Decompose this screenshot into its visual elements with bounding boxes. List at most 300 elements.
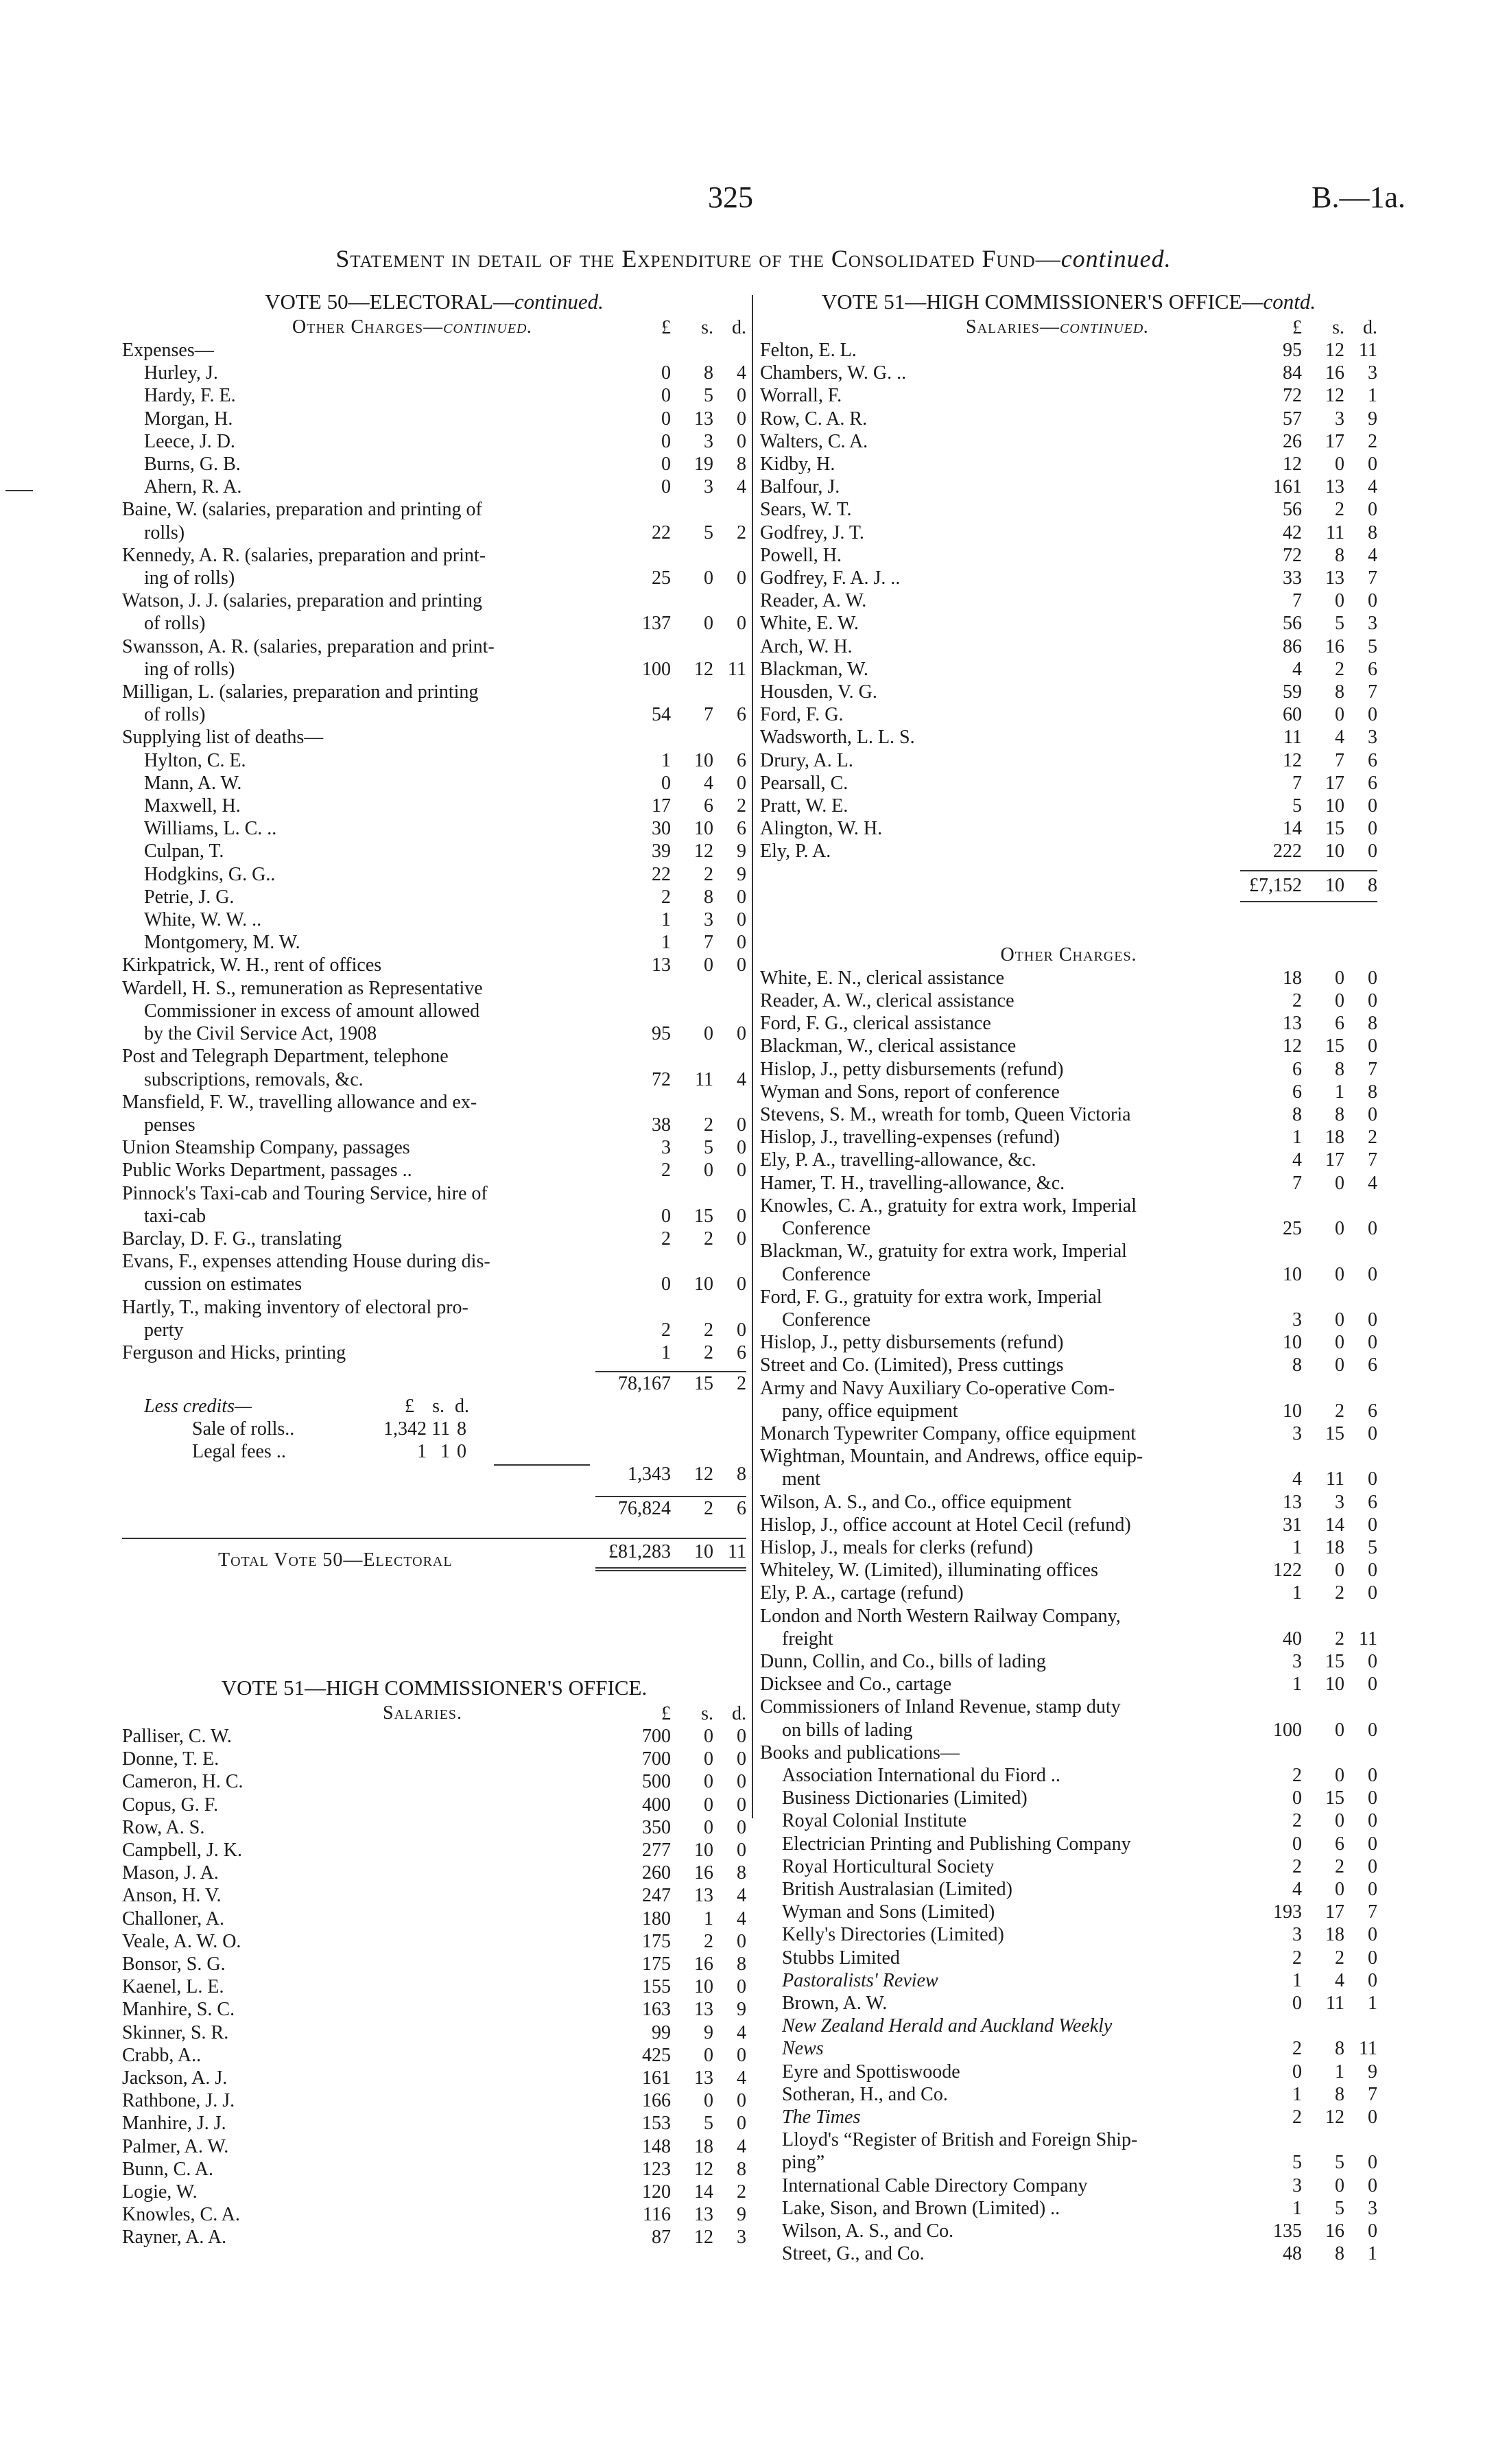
amount-pence: 9 (737, 841, 746, 863)
entry-name: Knowles, C. A. (122, 2204, 240, 2226)
vote50-heading: VOTE 50—ELECTORAL—continued. (265, 290, 604, 314)
entry-name: Challoner, A. (122, 1908, 224, 1929)
credit-sale-of-rolls: Sale of rolls.. 1,342 11 8 (192, 1418, 466, 1440)
amount-pence: 8 (1368, 1081, 1377, 1103)
entry-text: Wardell, H. S., remuneration as Representative (122, 977, 483, 999)
amount-pence: 0 (737, 1748, 746, 1770)
other-charges-heading-right: Other Charges. (1000, 943, 1137, 965)
amount-pence: 0 (737, 385, 746, 407)
amount-shillings: 2 (1335, 1947, 1344, 1969)
ledger-row (760, 476, 1377, 498)
ledger-row (760, 749, 1377, 772)
ledger-row (122, 2067, 746, 2089)
entry-name: Electrician Printing and Publishing Company (782, 1833, 1131, 1855)
ledger-row (760, 681, 1377, 703)
entry-name: Row, A. S. (122, 1816, 205, 1838)
amount-pence: 6 (737, 1341, 746, 1363)
amount-shillings: 12 (694, 2158, 713, 2180)
ledger-row (122, 1341, 746, 1364)
entry-text: Commissioner in excess of amount allowed (144, 1000, 480, 1022)
ledger-row (760, 1855, 1377, 1878)
amount-pounds: 0 (1292, 1833, 1302, 1855)
entry-name: The Times (782, 2107, 861, 2128)
ledger-row (122, 886, 746, 908)
amount-pence: 0 (737, 1976, 746, 1998)
amount-shillings: 17 (1325, 772, 1344, 794)
amount-pounds: 175 (642, 1953, 671, 1975)
amount-pounds: 1 (1292, 2083, 1302, 2105)
amount-pounds: 0 (661, 408, 671, 430)
amount-shillings: 0 (1335, 1560, 1344, 1582)
amount-pence: 0 (737, 567, 746, 589)
ledger-row (122, 977, 746, 1000)
amount-pounds: 56 (1283, 613, 1302, 635)
amount-shillings: 11 (1326, 521, 1344, 543)
amount-pounds: 48 (1283, 2243, 1302, 2265)
amount-shillings: 8 (704, 886, 713, 908)
amount-pounds: 0 (661, 1205, 671, 1227)
amount-pence: 0 (1368, 2152, 1377, 2174)
amount-pounds: 42 (1283, 521, 1302, 543)
amount-pence: 0 (1368, 1674, 1377, 1696)
amount-pounds: 31 (1283, 1514, 1302, 1536)
column-divider (752, 295, 753, 1818)
entry-name: Bunn, C. A. (122, 2158, 214, 2180)
entry-name: Brown, A. W. (782, 1993, 888, 2014)
entry-text: Commissioners of Inland Revenue, stamp duty (760, 1696, 1121, 1718)
amount-pence: 7 (1368, 681, 1377, 703)
amount-shillings: 0 (704, 1771, 713, 1793)
ledger-row (122, 2158, 746, 2181)
entry-name: Association International du Fiord .. (782, 1764, 1060, 1786)
amount-shillings: 12 (694, 658, 713, 680)
amount-pence: 4 (737, 362, 746, 384)
ledger-row (760, 2220, 1377, 2242)
amount-pounds: 1 (661, 749, 671, 771)
amount-pence: 0 (1368, 990, 1377, 1012)
ledger-row (122, 1816, 746, 1839)
amount-pounds: 180 (642, 1908, 671, 1929)
amount-pounds: 10 (1283, 1263, 1302, 1285)
page-number: 325 (708, 180, 753, 214)
amount-pounds: 3 (1292, 1650, 1302, 1672)
amount-pounds: 2 (661, 886, 671, 908)
amount-pounds: 222 (1273, 841, 1302, 863)
entry-text: taxi-cab (144, 1205, 206, 1227)
ledger-row-continuation (122, 1114, 746, 1136)
entry-name: Wyman and Sons (Limited) (782, 1901, 995, 1923)
entry-name: Royal Horticultural Society (782, 1855, 995, 1877)
entry-text: Dunn, Collin, and Co., bills of lading (760, 1650, 1046, 1672)
ledger-row (122, 384, 746, 407)
entry-name: Veale, A. W. O. (122, 1930, 241, 1952)
amount-pounds: 350 (642, 1816, 671, 1838)
amount-pence: 0 (737, 408, 746, 430)
amount-pence: 8 (737, 1953, 746, 1975)
amount-pounds: 2 (1292, 2107, 1302, 2128)
amount-pence: 9 (737, 1999, 746, 2021)
amount-pounds: 155 (642, 1976, 671, 1998)
amount-shillings: 17 (1325, 1149, 1344, 1171)
ledger-row (760, 967, 1377, 989)
amount-pounds: 175 (642, 1930, 671, 1952)
entry-text: Army and Navy Auxiliary Co-operative Com- (760, 1377, 1115, 1399)
ledger-row (760, 1947, 1377, 1969)
ledger-row-continuation (122, 1068, 746, 1091)
ledger-row (122, 408, 746, 430)
amount-pence: 2 (737, 2181, 746, 2203)
amount-shillings: 14 (1325, 1514, 1344, 1536)
amount-shillings: 6 (704, 795, 713, 817)
ledger-row (122, 2226, 746, 2249)
amount-pounds: 60 (1283, 704, 1302, 726)
amount-pounds: 13 (1283, 1491, 1302, 1513)
amount-pence: 4 (1368, 1172, 1377, 1194)
ledger-row (122, 2021, 746, 2044)
ledger-row (760, 658, 1377, 681)
amount-pence: 0 (737, 1205, 746, 1227)
amount-shillings: 13 (694, 1999, 713, 2021)
entry-name: Housden, V. G. (760, 681, 877, 703)
amount-pence: 0 (1368, 1218, 1377, 1240)
entry-text: Evans, F., expenses attending House during dis- (122, 1251, 490, 1273)
amount-shillings: 0 (704, 954, 713, 976)
amount-shillings: 2 (1335, 1582, 1344, 1604)
amount-pounds: 1 (1292, 1969, 1302, 1991)
amount-pence: 11 (1359, 340, 1377, 361)
amount-shillings: 2 (704, 1319, 713, 1341)
amount-pence: 0 (737, 2090, 746, 2112)
entry-text: Hislop, J., petty disbursements (refund) (760, 1058, 1064, 1080)
ledger-row (760, 1833, 1377, 1855)
amount-pence: 0 (737, 1319, 746, 1341)
ledger-row (760, 1103, 1377, 1126)
amount-shillings: 8 (1335, 2083, 1344, 2105)
ledger-row (760, 1149, 1377, 1171)
entry-text: Hislop, J., office account at Hotel Cecil (refund) (760, 1514, 1131, 1536)
amount-pounds: 1 (1292, 1127, 1302, 1149)
ledger-row (760, 1673, 1377, 1696)
amount-shillings: 10 (694, 818, 713, 840)
amount-pence: 0 (1368, 2174, 1377, 2196)
entry-name: Ford, F. G. (760, 704, 844, 726)
entry-text: Wilson, A. S., and Co., office equipment (760, 1491, 1072, 1513)
amount-pounds: 33 (1283, 567, 1302, 589)
ledger-row (760, 1559, 1377, 1582)
entry-text: Kirkpatrick, W. H., rent of offices (122, 954, 382, 976)
amount-pounds: 17 (652, 795, 671, 817)
entry-name: Business Dictionaries (Limited) (782, 1787, 1028, 1809)
amount-pounds: 247 (642, 1885, 671, 1907)
ledger-row (122, 1136, 746, 1159)
amount-pence: 4 (1368, 476, 1377, 498)
ledger-row-continuation (122, 703, 746, 726)
amount-pounds: 39 (652, 841, 671, 863)
amount-pounds: 40 (1283, 1628, 1302, 1650)
amount-shillings: 15 (1325, 1650, 1344, 1672)
amount-pence: 0 (737, 772, 746, 794)
ledger-row (760, 1901, 1377, 1923)
amount-pounds: 25 (1283, 1218, 1302, 1240)
amount-shillings: 0 (704, 1023, 713, 1045)
ledger-row-continuation (760, 1217, 1377, 1240)
entry-text: Lloyd's “Register of British and Foreign Ship- (782, 2129, 1138, 2151)
amount-pence: 8 (1368, 1013, 1377, 1035)
amount-pounds: 0 (661, 362, 671, 384)
ledger-row (122, 2203, 746, 2226)
entry-name: Pearsall, C. (760, 772, 849, 794)
amount-pence: 0 (1368, 1719, 1377, 1741)
amount-shillings: 5 (704, 521, 713, 543)
amount-pounds: 5 (1292, 795, 1302, 817)
ledger-row (760, 989, 1377, 1012)
ledger-row-continuation (760, 1628, 1377, 1650)
amount-pence: 0 (1368, 818, 1377, 840)
amount-pence: 2 (1368, 430, 1377, 452)
entry-text: cussion on estimates (144, 1274, 302, 1295)
ledger-row (760, 1331, 1377, 1354)
entry-text: Knowles, C. A., gratuity for extra work, Imperial (760, 1195, 1137, 1217)
deaths-label: Supplying list of deaths— (122, 727, 324, 749)
entry-name: Jackson, A. J. (122, 2067, 228, 2089)
entry-text: Milligan, L. (salaries, preparation and printing (122, 681, 479, 703)
amount-pence: 0 (1368, 1878, 1377, 1900)
amount-shillings: 17 (1325, 1901, 1344, 1923)
amount-shillings: 7 (1335, 749, 1344, 771)
amount-shillings: 0 (704, 1794, 713, 1816)
amount-pence: 8 (737, 2158, 746, 2180)
amount-pounds: 3 (1292, 2174, 1302, 2196)
amount-pence: 0 (1368, 1422, 1377, 1444)
ledger-row (760, 384, 1377, 407)
amount-pence: 3 (1368, 2197, 1377, 2219)
amount-shillings: 11 (1326, 1993, 1344, 2014)
ledger-row (760, 498, 1377, 521)
document-reference: B.—1a. (1312, 180, 1405, 214)
entry-text: Baine, W. (salaries, preparation and printing of (122, 499, 482, 521)
ledger-row (122, 954, 746, 976)
entry-text: freight (782, 1628, 833, 1650)
entry-name: Logie, W. (122, 2181, 198, 2203)
entry-name: Palliser, C. W. (122, 1725, 232, 1747)
amount-pounds: 0 (661, 772, 671, 794)
amount-shillings: 12 (1325, 385, 1344, 407)
entry-name: Montgomery, M. W. (144, 932, 300, 954)
amount-pounds: 0 (661, 385, 671, 407)
entry-text: Monarch Typewriter Company, office equipment (760, 1422, 1137, 1444)
amount-shillings: 1 (704, 1908, 713, 1929)
amount-pence: 1 (1368, 385, 1377, 407)
entry-text: Ferguson and Hicks, printing (122, 1341, 346, 1363)
amount-pence: 6 (1368, 772, 1377, 794)
amount-shillings: 5 (1335, 2152, 1344, 2174)
entry-text: Wyman and Sons, report of conference (760, 1081, 1060, 1103)
amount-shillings: 10 (694, 749, 713, 771)
ledger-row (122, 2089, 746, 2112)
amount-pounds: 0 (1292, 1787, 1302, 1809)
ledger-row (760, 1240, 1377, 1263)
entry-text: News (782, 2038, 824, 2060)
amount-shillings: 2 (704, 1341, 713, 1363)
ledger-row-continuation (760, 2151, 1377, 2174)
ledger-row (760, 1878, 1377, 1901)
amount-pence: 0 (1368, 1309, 1377, 1330)
right-salaries-total: £7,152 10 8 (1240, 870, 1377, 897)
amount-pounds: 11 (1283, 727, 1302, 749)
entry-name: Reader, A. W. (760, 590, 867, 612)
amount-pence: 0 (1368, 2220, 1377, 2242)
amount-pounds: 3 (1292, 1309, 1302, 1330)
amount-shillings: 16 (694, 1953, 713, 1975)
amount-shillings: 12 (694, 2227, 713, 2249)
entry-name: Street, G., and Co. (782, 2243, 925, 2265)
ledger-row (122, 795, 746, 817)
amount-shillings: 0 (704, 2090, 713, 2112)
amount-pounds: 700 (642, 1725, 671, 1747)
amount-pence: 0 (1368, 1764, 1377, 1786)
amount-pence: 0 (1368, 1810, 1377, 1832)
amount-shillings: 0 (704, 1748, 713, 1770)
entry-name: Sotheran, H., and Co. (782, 2083, 948, 2105)
ledger-row (760, 1422, 1377, 1445)
amount-pounds: 4 (1292, 1468, 1302, 1490)
amount-pence: 2 (737, 795, 746, 817)
amount-pence: 2 (1368, 1127, 1377, 1149)
entry-text: Kennedy, A. R. (salaries, preparation and print- (122, 544, 486, 566)
entry-text: Stevens, S. M., wreath for tomb, Queen Victoria (760, 1104, 1131, 1126)
entry-text: penses (144, 1114, 195, 1136)
ledger-row (122, 749, 746, 772)
amount-shillings: 4 (1335, 727, 1344, 749)
amount-shillings: 10 (1325, 1674, 1344, 1696)
ledger-row (760, 1195, 1377, 1217)
entry-text: on bills of lading (782, 1719, 913, 1741)
ledger-row (122, 2112, 746, 2135)
amount-shillings: 15 (694, 1205, 713, 1227)
amount-pounds: 0 (661, 454, 671, 476)
ledger-row (760, 1012, 1377, 1035)
ledger-row (122, 863, 746, 886)
amount-shillings: 13 (1325, 476, 1344, 498)
entry-name: Kelly's Directories (Limited) (782, 1924, 1004, 1946)
amount-shillings: 18 (1325, 1536, 1344, 1558)
entry-name: Stubbs Limited (782, 1947, 900, 1969)
ledger-row (760, 1354, 1377, 1376)
amount-pence: 0 (1368, 1263, 1377, 1285)
entry-name: Williams, L. C. .. (144, 818, 277, 840)
entry-name: Cameron, H. C. (122, 1771, 244, 1793)
amount-shillings: 0 (704, 1816, 713, 1838)
amount-pounds: 100 (1273, 1719, 1302, 1741)
entry-name: Sears, W. T. (760, 499, 852, 521)
amount-pounds: 30 (652, 818, 671, 840)
ledger-row (760, 2015, 1377, 2037)
amount-shillings: 4 (1335, 1969, 1344, 1991)
amount-pounds: 86 (1283, 635, 1302, 657)
ledger-row (122, 1228, 746, 1250)
amount-shillings: 5 (1335, 613, 1344, 635)
amount-shillings: 8 (1335, 1104, 1344, 1126)
ledger-row (760, 1491, 1377, 1514)
amount-shillings: 2 (704, 1228, 713, 1249)
amount-shillings: 12 (1325, 2107, 1344, 2128)
ledger-row (122, 635, 746, 658)
amount-pence: 0 (737, 886, 746, 908)
ledger-row-continuation (122, 612, 746, 635)
ledger-row-continuation (760, 1400, 1377, 1422)
amount-shillings: 0 (1335, 1810, 1344, 1832)
amount-pence: 0 (1368, 704, 1377, 726)
entry-name: Arch, W. H. (760, 635, 853, 657)
amount-pounds: 12 (1283, 749, 1302, 771)
entry-name: Lake, Sison, and Brown (Limited) .. (782, 2197, 1060, 2219)
amount-pounds: 8 (1292, 1104, 1302, 1126)
amount-shillings: 3 (1335, 1491, 1344, 1513)
amount-shillings: 16 (694, 1862, 713, 1884)
amount-pence: 0 (1368, 1924, 1377, 1946)
amount-pence: 9 (1368, 408, 1377, 430)
amount-pence: 0 (1368, 1560, 1377, 1582)
entry-text: Mansfield, F. W., travelling allowance and ex- (122, 1091, 477, 1113)
amount-shillings: 15 (1325, 1035, 1344, 1057)
less-credits-header: Less credits— £ s. d. (144, 1396, 469, 1418)
amount-shillings: 10 (1325, 841, 1344, 863)
left-column (122, 288, 746, 2249)
amount-pounds: 57 (1283, 408, 1302, 430)
amount-pence: 0 (1368, 2107, 1377, 2128)
amount-shillings: 0 (1335, 967, 1344, 989)
entry-name: Ahern, R. A. (144, 476, 242, 498)
ledger-row-continuation (122, 521, 746, 544)
amount-pounds: 26 (1283, 430, 1302, 452)
entry-name: Balfour, J. (760, 476, 840, 498)
ledger-row (760, 1126, 1377, 1149)
ledger-row (760, 1286, 1377, 1309)
amount-pounds: 22 (652, 521, 671, 543)
amount-pence: 0 (737, 430, 746, 452)
ledger-row (122, 1045, 746, 1068)
amount-pence: 0 (1368, 1104, 1377, 1126)
amount-pence: 3 (1368, 362, 1377, 384)
entry-text: Dicksee and Co., cartage (760, 1674, 952, 1696)
ledger-row (760, 1536, 1377, 1559)
entry-name: Copus, G. F. (122, 1794, 219, 1816)
amount-pounds: 1 (1292, 1674, 1302, 1696)
amount-pence: 0 (1368, 1650, 1377, 1672)
ledger-row (760, 772, 1377, 795)
amount-shillings: 0 (704, 613, 713, 635)
amount-shillings: 2 (1335, 499, 1344, 521)
entry-name: Eyre and Spottiswoode (782, 2061, 960, 2082)
entry-name: Godfrey, J. T. (760, 521, 864, 543)
entry-text: of rolls) (144, 613, 206, 635)
amount-shillings: 15 (1325, 1422, 1344, 1444)
amount-shillings: 18 (1325, 1127, 1344, 1149)
amount-pounds: 13 (1283, 1013, 1302, 1035)
amount-shillings: 18 (1325, 1924, 1344, 1946)
amount-pounds: 12 (1283, 1035, 1302, 1057)
amount-pence: 6 (1368, 1491, 1377, 1513)
amount-shillings: 12 (1325, 340, 1344, 361)
amount-shillings: 0 (1335, 1719, 1344, 1741)
amount-pence: 4 (1368, 544, 1377, 566)
amount-pence: 4 (737, 2067, 746, 2089)
amount-pounds: 0 (661, 1274, 671, 1295)
amount-pence: 8 (737, 454, 746, 476)
ledger-row (122, 1862, 746, 1884)
vote51-heading: VOTE 51—HIGH COMMISSIONER'S OFFICE. (221, 1675, 648, 1700)
ledger-row-continuation (122, 1319, 746, 1341)
